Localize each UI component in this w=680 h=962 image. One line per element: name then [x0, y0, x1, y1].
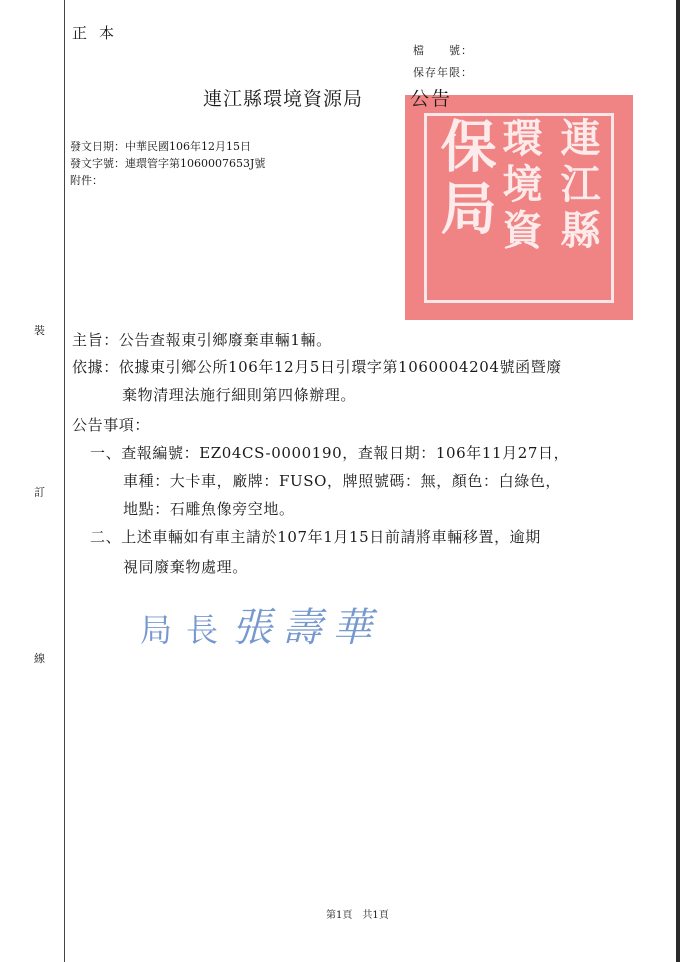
basis-line-2: 棄物清理法施行細則第四條辦理。: [122, 386, 357, 404]
binding-mark-bottom: 線: [34, 652, 45, 665]
seal-text-middle: 環境資: [496, 117, 543, 255]
page-number: 第1頁 共1頁: [326, 910, 389, 921]
basis-line-1: 依據：依據東引鄉公所106年12月5日引環字第1060004204號函暨廢: [72, 358, 562, 376]
item-2-line-2: 視同廢棄物處理。: [123, 558, 248, 576]
binding-mark-middle: 訂: [34, 486, 45, 499]
binding-margin-line: [64, 0, 65, 962]
issue-date: 發文日期：中華民國106年12月15日: [70, 140, 251, 153]
document-number: 發文字號：連環管字第1060007653J號: [70, 157, 266, 170]
item-1-line-2: 車種：大卡車，廠牌：FUSO，牌照號碼：無，顏色：白綠色，: [123, 472, 562, 490]
document-type: 公告: [410, 88, 453, 110]
director-signature-stamp: [140, 596, 382, 653]
retention-period-label: 保存年限：: [413, 66, 473, 79]
scan-edge: [676, 0, 680, 962]
file-number-label: 檔 號：: [413, 44, 473, 57]
item-2-line-1: 二、上述車輛如有車主請於107年1月15日前請將車輛移置，逾期: [90, 528, 541, 546]
item-1-line-3: 地點：石雕魚像旁空地。: [123, 500, 295, 518]
announcement-items-heading: 公告事項：: [72, 416, 151, 434]
agency-title: 連江縣環境資源局: [203, 88, 364, 110]
subject-line: 主旨：公告查報東引鄉廢棄車輛1輛。: [72, 331, 332, 349]
seal-text-left: 保局: [431, 117, 498, 241]
official-seal: [405, 95, 633, 320]
attachment-label: 附件：: [70, 174, 103, 187]
signature-role: 局長: [140, 611, 233, 649]
binding-mark-top: 裝: [34, 324, 45, 337]
item-1-line-1: 一、查報編號：EZ04CS-0000190，查報日期：106年11月27日，: [90, 444, 570, 462]
seal-text-right: 連江縣: [554, 117, 601, 255]
copy-mark: 正本: [72, 24, 127, 42]
signature-name: 張壽華: [232, 605, 383, 651]
